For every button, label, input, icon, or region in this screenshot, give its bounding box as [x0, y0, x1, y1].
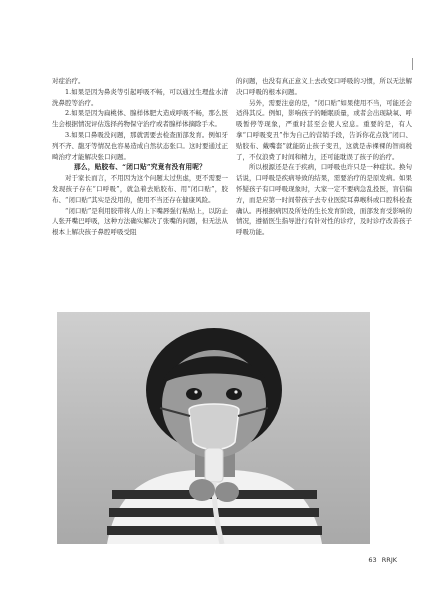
nebulizer-mask [189, 404, 239, 450]
paragraph: 3.如果口鼻吸没问题，那就需要去检查面部发育。例如牙列不齐、龅牙等情况也容易造成自然状态张口。这时要通过正畸治疗才能解决张口问题。 [52, 130, 228, 161]
photo-illustration [57, 312, 370, 544]
left-column [52, 76, 228, 238]
paragraph: 2.如果是因为扁桃体、腺样体肥大造成呼吸不畅，那么医生会根据情况评估选择药物保守治疗或者腺样体摘除手术。 [52, 109, 228, 129]
paragraph: 对症治疗。 [52, 77, 85, 85]
magazine-brand: RRJK [381, 556, 397, 564]
paragraph: 的问题，也没有真正意义上去改变口呼吸的习惯，所以无法解决口呼吸的根本问题。 [236, 77, 412, 96]
section-heading: 那么，贴胶布、“闭口贴”究竟有没有用呢？ [73, 163, 207, 172]
paragraph: 所以根源还是在于疾病，口呼吸也许只是一种症状。换句话说，口呼吸是疾病导致的结果，需要治疗的是原发病。如果怀疑孩子有口呼吸现象时，大家一定不要病急乱投医，盲信偏方，而是应第一时间带孩子去专业医院耳鼻喉科或口腔科检查确认。再根据病因及所处的生长发育阶段，面部发育受影响的情况，遵循医生指导进行有针对性的诊疗，及时诊疗改善孩子呼吸功能。 [236, 163, 412, 237]
page-footer [368, 556, 397, 564]
child-nebulizer-photo [57, 312, 370, 544]
top-right-rule [412, 58, 413, 70]
left-eye [186, 388, 202, 400]
nebulizer-cup [205, 448, 223, 482]
right-hand [215, 482, 239, 502]
paragraph: 1.如果是因为鼻炎等引起呼吸不畅，可以通过生理盐水清洗鼻腔等治疗。 [52, 87, 228, 107]
paragraph: 另外，需要注意的是，“闭口贴”如果使用不当，可能还会适得其反。例如，影响孩子的睡眠质量，或者会出现缺氧、呼吸暂停等现象，严重时甚至会使人窒息。重要的是，有人拿“口呼吸变丑”作为自己的营销手段，告诉你花点钱“闭口、贴胶布、戴嘴套”就能防止孩子变丑，这就是赤裸裸的智商税了，不仅浪费了时间和精力，还可能耽误了孩子的治疗。 [236, 98, 412, 161]
page-number: 63 [368, 556, 377, 564]
paragraph: “闭口贴”是利用胶带将人的上下嘴唇强行粘贴上，以防止人张开嘴巴呼吸，这种方法确实解决了张嘴的问题，但无法从根本上解决孩子鼻腔呼吸受阻 [52, 206, 228, 237]
right-column [236, 76, 412, 238]
paragraph: 对于家长而言，不用因为这个问题太过焦虑，更不需要一发现孩子存在“口呼吸”，就急着去贴胶布、用“闭口贴”，胶布、“闭口贴”其实是没用的，使用不当还存在健康风险。 [52, 174, 228, 204]
right-eye [226, 388, 242, 400]
left-hand [189, 479, 215, 501]
